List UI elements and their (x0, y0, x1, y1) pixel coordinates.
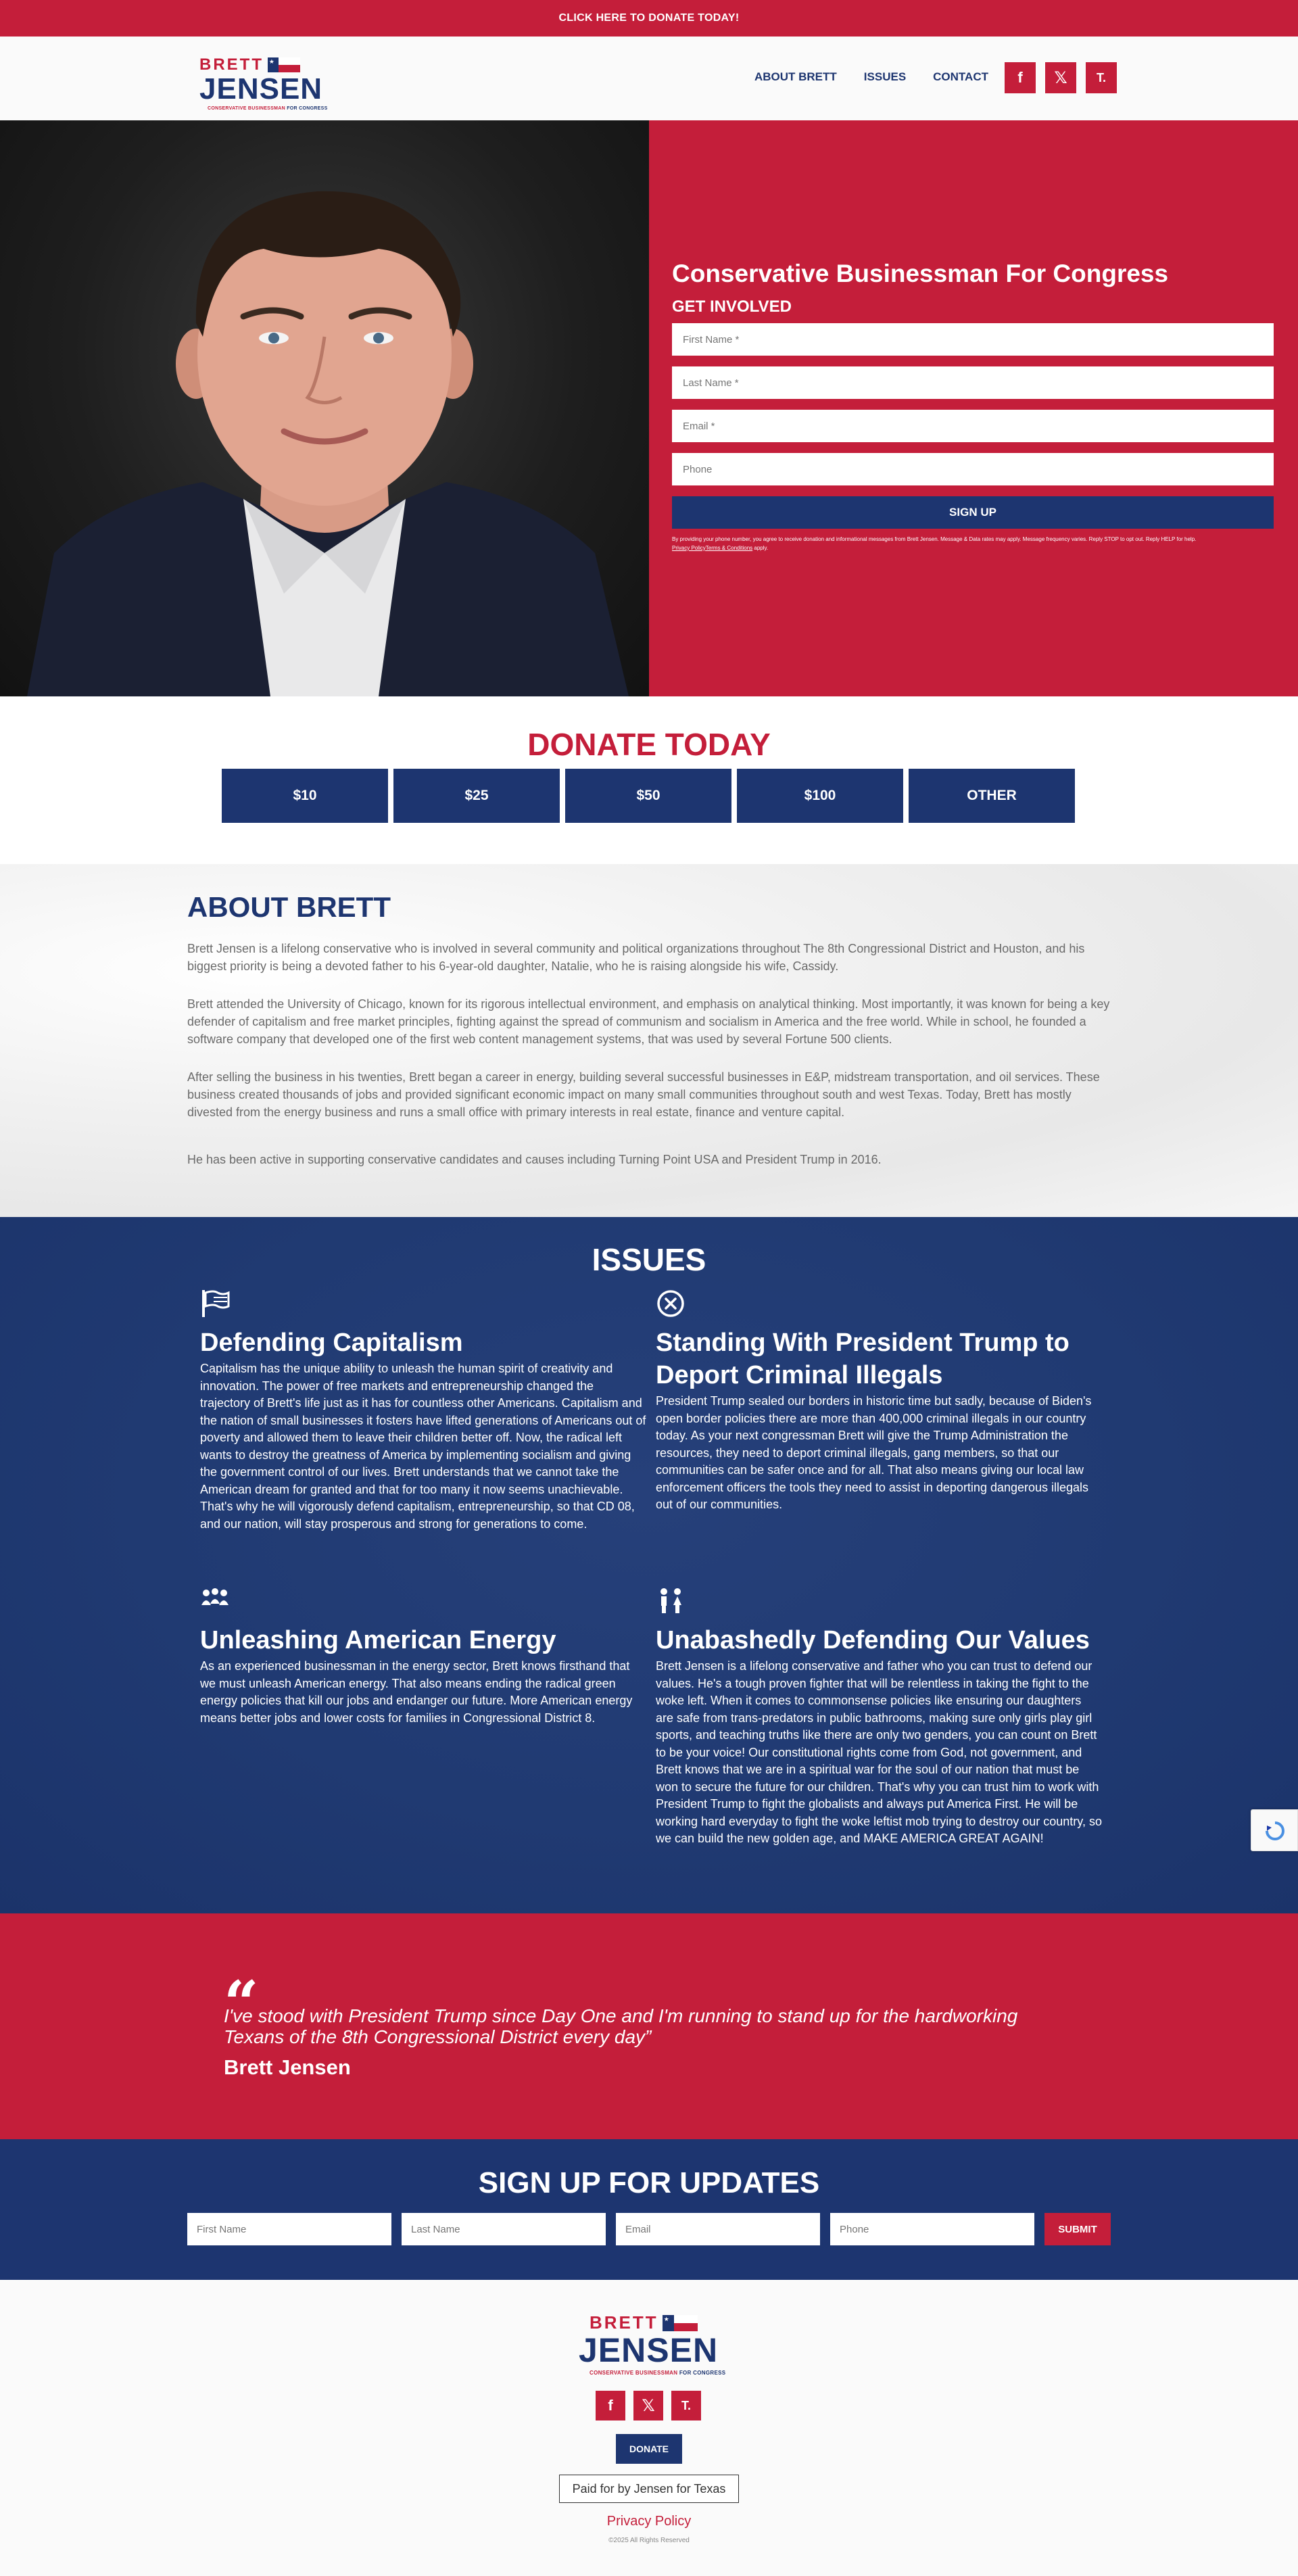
logo-jensen: JENSEN (199, 72, 323, 105)
signup-phone-field[interactable] (830, 2213, 1034, 2245)
privacy-policy-link[interactable]: Privacy Policy (672, 544, 706, 551)
flag-icon (200, 1289, 230, 1318)
email-field[interactable] (672, 410, 1274, 442)
first-name-field[interactable] (672, 323, 1274, 356)
quote-text: I've stood with President Trump since Day One and I'm running to stand up for the hardworking Texans of the 8th Congressional District every day” (224, 2005, 1018, 2047)
nav-contact[interactable]: CONTACT (933, 70, 988, 83)
issue-title: Standing With President Trump to Deport Criminal Illegals (656, 1329, 1069, 1389)
logo-brett: BRETT (590, 2312, 658, 2333)
x-twitter-icon[interactable]: 𝕏 (633, 2391, 663, 2420)
phone-field[interactable] (672, 453, 1274, 485)
people-group-icon (200, 1586, 230, 1616)
x-twitter-icon[interactable]: 𝕏 (1045, 62, 1076, 93)
facebook-icon[interactable]: f (596, 2391, 625, 2420)
logo-tagline: CONSERVATIVE BUSINESSMAN FOR CONGRESS (590, 2370, 726, 2376)
texas-flag-icon: ★ (268, 57, 300, 72)
about-paragraph: Brett Jensen is a lifelong conservative who is involved in several community and political organizations throughout The 8th Congressional District and Houston, and his biggest priority is being a devoted father to his 6-year-old daughter, Natalie, who he is raising alongside his wife, Cassidy. (187, 942, 1085, 973)
issue-body: Brett Jensen is a lifelong conservative and father who you can trust to defend our values. He's a tough proven fighter that will be relentless in taking the fight to the woke left. When it comes to commonsense policies like ensuring our daughters are safe from trans-predators in public bathrooms, making sure only girls play girl sports, and teaching truths like there are only two genders, you can count on Brett to be your voice! Our constitutional rights come from God, not government, and Brett knows that we are in a spiritual war for the soul of our nation that must be won to secure the future for our children. That's why you can trust him to work with President Trump to fight the globalists and always put America First. He will be working hard everyday to fight the woke leftist mob trying to destroy our country, so we can build the new golden age, and MAKE AMERICA GREAT AGAIN! (656, 1659, 1102, 1845)
donate-section (0, 696, 1298, 864)
main-nav (754, 70, 988, 84)
about-paragraph: Brett attended the University of Chicago, known for its rigorous intellectual environment, and emphasis on analytical thinking. Most importantly, it was known for being a key defender of capitalism and free market principles, fighting against the spread of communism and socialism in America and the free world. While in school, he founded a software company that developed one of the first web content management systems, that was used by several Fortune 500 clients. (187, 997, 1110, 1046)
circle-x-icon (656, 1289, 686, 1318)
donate-amounts (222, 769, 1075, 823)
issue-title: Unabashedly Defending Our Values (656, 1626, 1090, 1654)
about-section (0, 864, 1298, 1217)
quote-mark-icon: “ (224, 1967, 259, 2039)
issue-body: President Trump sealed our borders in historic time but sadly, because of Biden's open border policies there are more than 400,000 criminal illegals in our country today. As your next congressman Brett will give the Trump Administration the resources, they need to deport criminal illegals, gang members, so that our communities can be safer once and for all. That also means giving our local law enforcement officers the tools they need to assist in deporting dangerous illegals out of our communities. (656, 1394, 1092, 1511)
sign-up-button[interactable]: SIGN UP (672, 496, 1274, 529)
paid-for-disclaimer: Paid for by Jensen for Texas (559, 2475, 739, 2503)
issue-body: As an experienced businessman in the energy sector, Brett knows firsthand that we must unleash American energy. That also means ending the radical green energy policies that kill our jobs and endanger our future. More American energy means better jobs and lower costs for families in Congressional District 8. (200, 1659, 633, 1725)
donate-25-button[interactable]: $25 (393, 769, 560, 823)
hero-section (0, 120, 1298, 696)
footer-privacy-link[interactable]: Privacy Policy (606, 2514, 692, 2529)
terms-link[interactable]: Terms & Conditions (705, 544, 753, 551)
issue-card (656, 1289, 1102, 1514)
site-logo[interactable] (199, 55, 328, 111)
hero-title: Conservative Businessman For Congress (672, 260, 1169, 287)
issue-title: Defending Capitalism (200, 1329, 463, 1357)
footer-socials (596, 2391, 701, 2420)
family-icon (656, 1586, 686, 1616)
texas-flag-icon: ★ (663, 2315, 698, 2331)
footer-donate-button[interactable]: DONATE (616, 2434, 682, 2464)
site-header (0, 37, 1298, 120)
copyright: ©2025 All Rights Reserved (608, 2537, 690, 2544)
issues-title: ISSUES (592, 1242, 706, 1277)
logo-brett: BRETT (199, 55, 264, 74)
top-donate-link[interactable]: CLICK HERE TO DONATE TODAY! (558, 12, 740, 24)
top-donate-bar (0, 0, 1298, 37)
header-socials (1005, 62, 1117, 93)
signup-submit-button[interactable]: SUBMIT (1044, 2213, 1111, 2245)
footer-logo[interactable] (579, 2312, 725, 2376)
candidate-portrait (0, 120, 649, 696)
donate-100-button[interactable]: $100 (737, 769, 903, 823)
donate-50-button[interactable]: $50 (565, 769, 731, 823)
issues-section (0, 1217, 1298, 1913)
about-paragraph: After selling the business in his twenties, Brett began a career in energy, building several successful businesses in E&P, midstream transportation, and oil services. These business created thousands of jobs and provided significant economic impact on many small communities throughout south and west Texas. Today, Brett has mostly divested from the energy business and runs a small office with primary interests in real estate, finance and venture capital. (187, 1070, 1100, 1119)
recaptcha-icon (1265, 1821, 1285, 1841)
hero-subtitle: GET INVOLVED (672, 297, 792, 316)
issue-body: Capitalism has the unique ability to unleash the human spirit of creativity and innovation. The power of free markets and entrepreneurship changed the trajectory of Brett's life just as it has for countless other Americans. Capitalism and the nation of small businesses it fosters have lifted generations of Americans out of poverty and allowed them to leave their children better off. Now, the radical left wants to destroy the greatness of America by implementing socialism and giving the government control of our lives. Brett understands that we cannot take the American dream for granted and that for too many it now seems unachievable. That's why he will vigorously defend capitalism, entrepreneurship, so that CD 08, and our nation, will stay prosperous and strong for generations to come. (200, 1362, 646, 1531)
signup-first-name-field[interactable] (187, 2213, 391, 2245)
get-involved-form (649, 120, 1298, 696)
signup-title: SIGN UP FOR UPDATES (478, 2166, 820, 2199)
donate-title: DONATE TODAY (527, 727, 771, 762)
facebook-icon[interactable]: f (1005, 62, 1036, 93)
quote-section (0, 1913, 1298, 2139)
issue-card (200, 1586, 646, 1727)
site-footer (0, 2280, 1298, 2576)
nav-about[interactable]: ABOUT BRETT (754, 70, 837, 83)
issue-title: Unleashing American Energy (200, 1626, 556, 1654)
quote-author: Brett Jensen (224, 2055, 351, 2079)
truth-social-icon[interactable]: T. (671, 2391, 701, 2420)
issue-card (200, 1289, 646, 1533)
signup-section (0, 2139, 1298, 2280)
recaptcha-badge[interactable] (1251, 1809, 1298, 1851)
about-paragraph: He has been active in supporting conservative candidates and causes including Turning Point USA and President Trump in 2016. (187, 1153, 882, 1166)
last-name-field[interactable] (672, 366, 1274, 399)
logo-tagline: CONSERVATIVE BUSINESSMAN FOR CONGRESS (208, 106, 328, 111)
sms-disclaimer: By providing your phone number, you agree to receive donation and informational messages from Brett Jensen. Message & Data rates may apply. Message frequency varies. Reply STOP to opt out. Reply HELP for help. Privacy PolicyTerms & Conditions apply. (672, 536, 1197, 551)
donate-10-button[interactable]: $10 (222, 769, 388, 823)
donate-other-button[interactable]: OTHER (909, 769, 1075, 823)
nav-issues[interactable]: ISSUES (863, 70, 907, 83)
truth-social-icon[interactable]: T. (1086, 62, 1117, 93)
about-title: ABOUT BRETT (187, 891, 391, 923)
logo-jensen: JENSEN (579, 2331, 719, 2369)
signup-email-field[interactable] (616, 2213, 820, 2245)
issue-card (656, 1586, 1102, 1848)
signup-last-name-field[interactable] (402, 2213, 606, 2245)
